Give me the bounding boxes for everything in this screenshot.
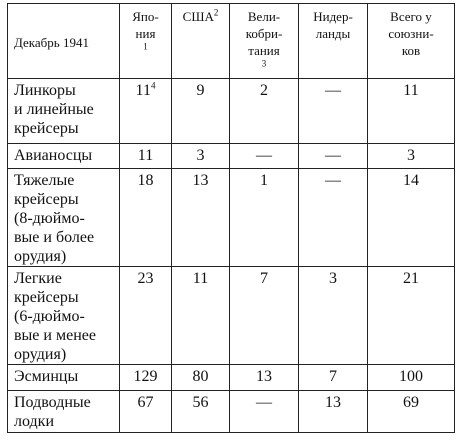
cell-value: 67 bbox=[137, 394, 154, 411]
cell-uk bbox=[230, 267, 299, 365]
cell-uk bbox=[230, 391, 299, 433]
cell-allies bbox=[368, 391, 455, 433]
cell-value: 13 bbox=[256, 368, 272, 385]
cell-value: 18 bbox=[137, 172, 154, 189]
cell-uk bbox=[230, 79, 299, 144]
cell-allies bbox=[368, 267, 455, 365]
cell-value: 23 bbox=[137, 270, 154, 287]
cell-usa bbox=[172, 169, 230, 267]
cell-japan bbox=[120, 267, 172, 365]
cell-nl bbox=[299, 365, 368, 391]
cell-value: 100 bbox=[399, 368, 423, 385]
cell-value: — bbox=[256, 147, 272, 164]
header-allies-total: Всего у союзни- ков bbox=[368, 4, 455, 79]
cell-value: — bbox=[325, 82, 341, 99]
cell-value: 21 bbox=[403, 270, 419, 287]
cell-japan bbox=[120, 79, 172, 144]
cell-value: 69 bbox=[403, 394, 419, 411]
header-period: Декабрь 1941 bbox=[8, 4, 120, 79]
cell-nl bbox=[299, 391, 368, 433]
cell-value: 9 bbox=[196, 82, 205, 99]
cell-value: 3 bbox=[196, 147, 205, 164]
cell-value: 80 bbox=[192, 368, 209, 385]
cell-value: 13 bbox=[192, 172, 209, 189]
footnote-mark: 1 bbox=[143, 41, 148, 52]
cell-nl bbox=[299, 144, 368, 169]
footnote-mark: 3 bbox=[261, 58, 267, 69]
cell-usa bbox=[172, 267, 230, 365]
cell-value: 2 bbox=[260, 82, 268, 99]
cell-nl bbox=[299, 169, 368, 267]
cell-japan bbox=[120, 169, 172, 267]
cell-allies bbox=[368, 144, 455, 169]
footnote-mark: 2 bbox=[213, 7, 219, 18]
cell-japan bbox=[120, 365, 172, 391]
cell-uk bbox=[230, 169, 299, 267]
cell-value: 11 bbox=[192, 270, 209, 287]
cell-uk bbox=[230, 144, 299, 169]
header-usa: США$^2$ bbox=[172, 4, 230, 79]
header-uk: Вели- кобри- тания $^3$ bbox=[230, 4, 299, 79]
cell-value: 14 bbox=[403, 172, 419, 189]
table-row bbox=[8, 169, 455, 267]
row-label: Легкие крейсеры (6-дюймо- вые и менее орудия) bbox=[8, 267, 120, 365]
cell-value: 11 bbox=[403, 82, 419, 99]
row-label: Тяжелые крейсеры (8-дюймо- вые и более орудия) bbox=[8, 169, 120, 267]
cell-allies bbox=[368, 169, 455, 267]
cell-nl bbox=[299, 79, 368, 144]
table-row bbox=[8, 365, 455, 391]
cell-value: 1 bbox=[260, 172, 268, 189]
header-row bbox=[8, 4, 455, 79]
cell-nl bbox=[299, 267, 368, 365]
cell-value: — bbox=[325, 172, 341, 189]
cell-value: — bbox=[325, 147, 341, 164]
table-row bbox=[8, 79, 455, 144]
cell-allies bbox=[368, 79, 455, 144]
cell-value: 11 bbox=[135, 82, 151, 99]
cell-value: 56 bbox=[192, 394, 209, 411]
cell-value: 3 bbox=[329, 270, 337, 287]
cell-uk bbox=[230, 365, 299, 391]
row-label: Эсминцы bbox=[8, 365, 120, 391]
row-label: Линкоры и линейные крейсеры bbox=[8, 79, 120, 144]
cell-allies bbox=[368, 365, 455, 391]
table-row bbox=[8, 391, 455, 433]
footnote-mark: 4 bbox=[150, 80, 156, 91]
naval-forces-table bbox=[7, 3, 455, 433]
cell-value: — bbox=[256, 394, 272, 411]
table-row bbox=[8, 144, 455, 169]
cell-japan bbox=[120, 144, 172, 169]
cell-usa bbox=[172, 144, 230, 169]
cell-value: 7 bbox=[329, 368, 337, 385]
cell-usa bbox=[172, 365, 230, 391]
cell-value: 7 bbox=[260, 270, 268, 287]
row-label: Подводные лодки bbox=[8, 391, 120, 433]
header-japan: Япо- ния $^1$ bbox=[120, 4, 172, 79]
cell-usa bbox=[172, 391, 230, 433]
cell-japan bbox=[120, 391, 172, 433]
cell-value: 11 bbox=[137, 147, 154, 164]
cell-value: 3 bbox=[407, 147, 415, 164]
cell-value: 129 bbox=[133, 368, 158, 385]
table-row bbox=[8, 267, 455, 365]
header-netherlands: Нидер- ланды bbox=[299, 4, 368, 79]
row-label: Авианосцы bbox=[8, 144, 120, 169]
cell-usa bbox=[172, 79, 230, 144]
cell-value: 13 bbox=[325, 394, 341, 411]
